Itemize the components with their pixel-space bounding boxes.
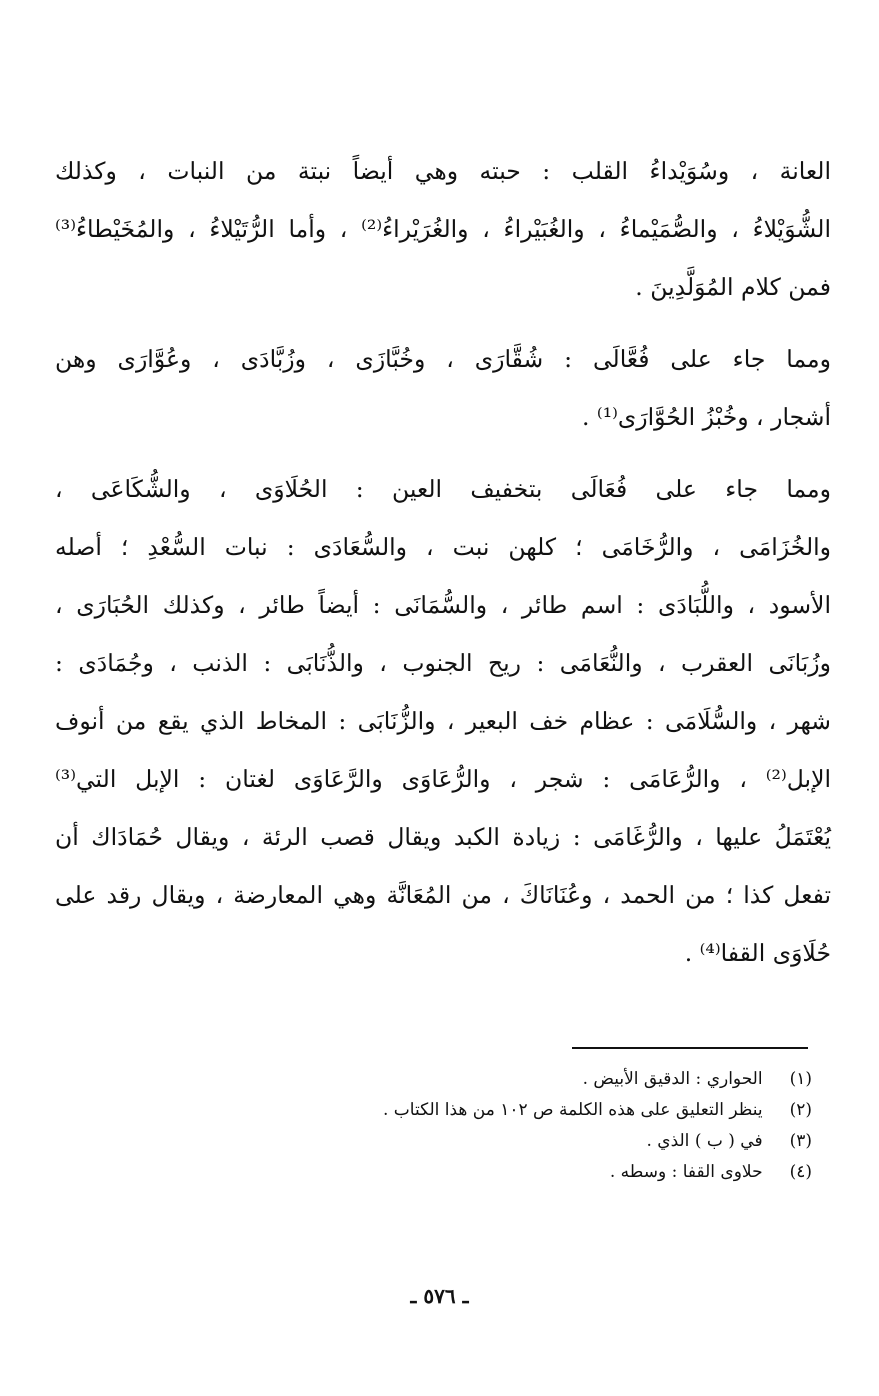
paragraph	[55, 460, 831, 982]
footnote-text: الحواري : الدقيق الأبيض .	[582, 1069, 763, 1089]
text-line: شهر ، والسُّلَامَى : عظام خف البعير ، والزُّنَابَى : المخاط الذي يقع من أنوف	[55, 707, 831, 735]
text-line: ومما جاء على فُعَالَى بتخفيف العين : الحُلَاوَى ، والشُّكَاعَى ،	[55, 475, 831, 503]
footnote	[300, 1064, 812, 1095]
footnote-number: (٤)	[789, 1162, 812, 1182]
footnote-text: حلاوى القفا : وسطه .	[609, 1162, 763, 1182]
footnote-text: في ( ب ) الذي .	[646, 1131, 763, 1151]
footnote	[300, 1095, 812, 1126]
footnote-number: (٣)	[789, 1131, 812, 1151]
footnote-text: ينظر التعليق على هذه الكلمة ص ١٠٢ من هذا الكتاب .	[382, 1100, 763, 1120]
text-line: العانة ، وسُوَيْداءُ القلب : حبته وهي أيضاً نبتة من النبات ، وكذلك	[55, 157, 831, 185]
text-line: والخُزَامَى ، والرُّخَامَى ؛ كلهن نبت ، والسُّعَادَى : نبات السُّعْدِ ؛ أصله	[55, 533, 831, 561]
footnote	[300, 1126, 812, 1157]
main-text	[55, 142, 831, 982]
text-line: تفعل كذا ؛ من الحمد ، وعُنَانَاكَ ، من المُعَانَّة وهي المعارضة ، ويقال رقد على	[55, 881, 831, 909]
footnote-separator	[572, 1047, 808, 1049]
footnotes	[300, 1064, 812, 1188]
page-number: ـ ٥٧٦ ـ	[410, 1284, 469, 1308]
paragraph	[55, 142, 831, 316]
footnote-number: (٢)	[789, 1100, 812, 1120]
text-line: أشجار ، وخُبْزُ الحُوَّارَى⁽¹⁾ .	[581, 403, 831, 431]
text-line: وزُبَانَى العقرب ، والنُّعَامَى : ريح الجنوب ، والذُّنَابَى : الذنب ، وجُمَادَى :	[55, 649, 831, 677]
text-line: الإبل⁽²⁾ ، والرُّعَامَى : شجر ، والرُّعَاوَى والرَّعَاوَى لغتان : الإبل التي⁽³⁾	[55, 765, 831, 793]
paragraph	[55, 330, 831, 446]
text-line: حُلَاوَى القفا⁽⁴⁾ .	[684, 939, 831, 967]
footnote-number: (١)	[789, 1069, 812, 1089]
footnote	[300, 1157, 812, 1188]
text-line: ومما جاء على فُعَّالَى : شُقَّارَى ، وخُبَّازَى ، وزُبَّادَى ، وعُوَّارَى وهن	[55, 345, 831, 373]
text-line: الأسود ، واللُّبَادَى : اسم طائر ، والسُّمَانَى : أيضاً طائر ، وكذلك الحُبَارَى ،	[55, 591, 831, 619]
text-line: يُعْتَمَلُ عليها ، والرُّغَامَى : زيادة الكبد ويقال قصب الرئة ، ويقال حُمَادَاك أن	[55, 823, 831, 851]
text-line: الشُّوَيْلاءُ ، والصُّمَيْماءُ ، والغُبَيْراءُ ، والغُرَيْراءُ⁽²⁾ ، وأما الرُّتَيْلاءُ ، والمُخَيْطاءُ⁽³⁾	[55, 215, 832, 243]
text-line: فمن كلام المُوَلَّدِينَ .	[635, 273, 831, 301]
